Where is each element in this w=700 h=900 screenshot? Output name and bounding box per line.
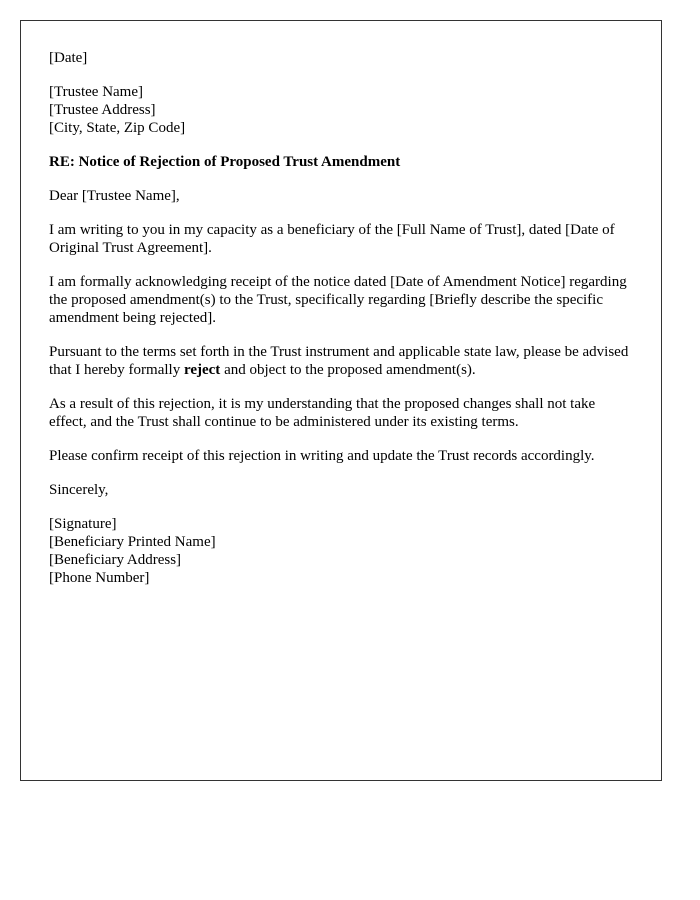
paragraph-confirm: Please confirm receipt of this rejection in writing and update the Trust records accordingly. [49,448,595,464]
beneficiary-phone: [Phone Number] [49,570,150,586]
closing: Sincerely, [49,482,109,498]
signature: [Signature] [49,516,117,532]
rejection-keyword: reject [183,362,221,378]
rejection-text-end: and object to the proposed amendment(s). [220,362,476,378]
subject-text: RE: Notice of Rejection of Proposed Trust Amendment [49,154,401,170]
letter-document [20,20,662,781]
salutation: Dear [Trustee Name], [49,188,180,204]
rejection-text-start: Pursuant to the terms set forth in the Trust instrument and applicable state law, please be advised that I hereby formally [49,344,629,378]
beneficiary-address: [Beneficiary Address] [49,552,182,568]
signature-block [49,515,633,587]
paragraph-capacity: I am writing to you in my capacity as a beneficiary of the [Full Name of Trust], dated [Date of Original Trust Agreement]. [49,222,615,256]
paragraph-rejection [49,343,633,379]
recipient-city: [City, State, Zip Code] [49,120,186,136]
subject-line [49,153,633,171]
beneficiary-name: [Beneficiary Printed Name] [49,534,216,550]
recipient-name: [Trustee Name] [49,84,144,100]
paragraph-effect: As a result of this rejection, it is my understanding that the proposed changes shall not take effect, and the Trust shall continue to be administered under its existing terms. [49,396,596,430]
paragraph-acknowledgment: I am formally acknowledging receipt of the notice dated [Date of Amendment Notice] regarding the proposed amendment(s) to the Trust, specifically regarding [Briefly describe the specific amendment being rejected]. [49,274,627,326]
recipient-address: [Trustee Address] [49,102,156,118]
recipient-block [49,83,633,137]
letter-date: [Date] [49,50,88,66]
